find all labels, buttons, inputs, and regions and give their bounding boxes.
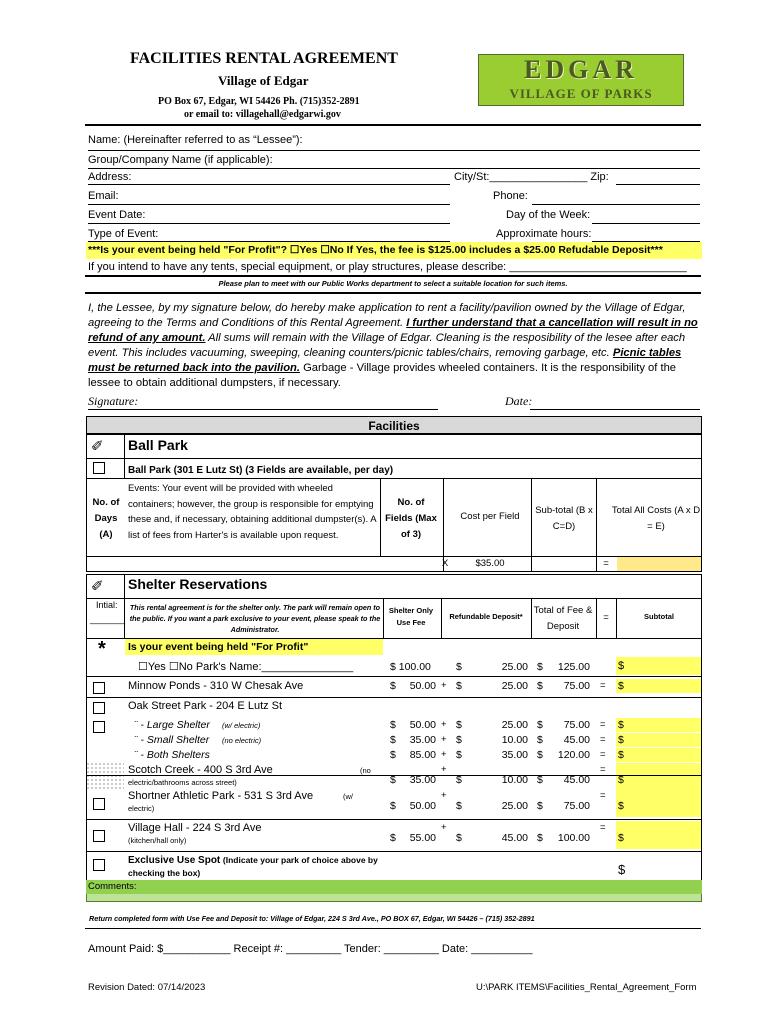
phone-label: Phone: — [493, 190, 528, 202]
subtotal-sign: $ — [618, 719, 624, 731]
dep-value: 35.00 — [501, 749, 528, 761]
ballpark-title: Ball Park — [128, 437, 188, 453]
day-of-week-label: Day of the Week: — [506, 209, 591, 221]
eq-sign: = — [600, 822, 606, 833]
tot-sign: $ — [537, 680, 543, 692]
col-divider-1 — [380, 478, 381, 556]
plus-sign: + — [441, 749, 447, 760]
shelter-row-note: (no — [360, 766, 371, 775]
fee-sign: $ — [390, 680, 396, 692]
date-line[interactable] — [530, 409, 700, 410]
shelter-rule-3 — [86, 676, 702, 677]
fee-sign: $ — [390, 832, 396, 844]
eq-sign: = — [600, 680, 606, 691]
fee-value: 55.00 — [409, 832, 436, 844]
subtotal-sign: $ — [618, 800, 624, 812]
eq-sign: = — [600, 764, 606, 775]
profit-subtotal: $ — [618, 660, 625, 672]
shelter-row-checkbox[interactable] — [93, 798, 105, 810]
shelter-divider-2 — [124, 598, 125, 638]
shelter-row-note: (w/ — [343, 792, 353, 801]
exclusive-subtotal: $ — [618, 862, 626, 877]
profit-tot: 125.00 — [557, 661, 590, 673]
shelter-row-name: ¨ - Small Shelter — [134, 734, 210, 746]
dep-value: 45.00 — [501, 832, 528, 844]
dep-sign: $ — [456, 800, 462, 812]
form-title: FACILITIES RENTAL AGREEMENT — [130, 50, 398, 67]
fee-value: 50.00 — [409, 719, 436, 731]
email-line[interactable] — [88, 204, 450, 205]
facilities-header-bar — [86, 416, 702, 434]
tot-value: 75.00 — [563, 680, 590, 692]
tot-sign: $ — [537, 774, 543, 786]
fee-value: 50.00 — [409, 680, 436, 692]
plus-sign: + — [441, 719, 447, 730]
subtotal-sign: $ — [618, 832, 624, 844]
exclusive-note: (Indicate your park of choice above by checking the box) — [128, 855, 378, 878]
shelter-row-rule — [86, 697, 702, 698]
ballpark-times: X — [441, 558, 449, 569]
profit-options[interactable]: ☐Yes ☐No Park's Name:_______________ — [138, 661, 354, 673]
group-line[interactable] — [88, 168, 700, 169]
shelter-row-rule — [86, 819, 702, 820]
village-email: or email to: villagehall@edgarwi.gov — [184, 109, 341, 120]
dep-value: 25.00 — [501, 680, 528, 692]
exclusive-checkbox[interactable] — [93, 859, 105, 871]
shelter-row-note: (no electric) — [222, 736, 262, 745]
dep-value: 25.00 — [501, 719, 528, 731]
ballpark-subtitle: Ball Park (301 E Lutz St) (3 Fields are available, per day) — [128, 465, 394, 476]
profit-tot-sign: $ — [537, 661, 543, 673]
comments-label: Comments: — [88, 881, 137, 892]
revision-date: Revision Dated: 07/14/2023 — [88, 982, 206, 993]
tot-sign: $ — [537, 719, 543, 731]
cost-label: Cost per Field — [460, 511, 520, 522]
ballpark-events: Events: Your event will be provided with wheeled containers; however, the group is responsible for emptying these and, if necessary, obtaining additional dumpster(s). A list of fees from Harter's is available upon request. — [128, 483, 377, 541]
shelter-row-name: Scotch Creek - 400 S 3rd Ave — [128, 764, 273, 776]
ballpark-divider — [124, 434, 125, 458]
subtotal-cell[interactable] — [616, 763, 701, 791]
subtotal-sign: $ — [618, 734, 624, 746]
dep-value: 10.00 — [501, 734, 528, 746]
approx-hours-label: Approximate hours: — [496, 228, 592, 240]
shelter-row-name: Minnow Ponds - 310 W Chesak Ave — [128, 680, 304, 692]
subtotal-sign: $ — [618, 749, 624, 761]
plus-sign: + — [441, 822, 447, 833]
shelter-row-note-2: (kitchen/hall only) — [128, 836, 187, 845]
shelter-row-checkbox[interactable] — [93, 721, 105, 733]
comments-bar[interactable] — [86, 880, 702, 894]
agreement-picnic: Picnic tables must be returned back into the pavilion. — [88, 347, 682, 374]
plus-sign: + — [441, 680, 447, 691]
ballpark-divider-2 — [124, 458, 125, 478]
fee-sign: $ — [390, 774, 396, 786]
fee-value: 50.00 — [409, 800, 436, 812]
subtotal-cell[interactable] — [616, 718, 701, 732]
fee-value: 35.00 — [409, 774, 436, 786]
edgar-logo — [478, 54, 684, 106]
agreement-text-2: All sums will remain with the Village of Edgar. Cleaning is the resposibility of the lesee after each event. This includes vacuuming, sweeping, cleaning counters/picnic tables/chairs, removing garbage, etc. — [88, 332, 686, 359]
exclusive-label: Exclusive Use Spot — [128, 855, 221, 866]
col-deposit-label: Refundable Deposit* — [449, 612, 523, 621]
profit-subtotal-cell[interactable] — [616, 657, 701, 675]
fee-sign: $ — [390, 800, 396, 812]
shelter-row-rule — [86, 775, 702, 776]
exclusive-text — [128, 854, 384, 880]
dep-value: 25.00 — [501, 800, 528, 812]
profit-fee: $ 100.00 — [390, 661, 431, 673]
date-label: Date: — [505, 394, 533, 408]
tents-label: If you intend to have any tents, special equipment, or play structures, please describe: _____________________________ — [88, 261, 687, 273]
profit-question-bar — [125, 639, 383, 655]
dep-sign: $ — [456, 719, 462, 731]
type-of-event-label: Type of Event: — [88, 228, 159, 240]
shelter-row-name: ¨ - Both Shelters — [134, 749, 210, 761]
col-subtotal-label: Subtotal — [644, 612, 674, 621]
village-name: Village of Edgar — [218, 73, 309, 88]
ballpark-equals: = — [603, 558, 609, 569]
village-address: PO Box 67, Edgar, WI 54426 Ph. (715)352-2891 — [158, 96, 360, 107]
shelter-title: Shelter Reservations — [128, 576, 268, 592]
shelter-row-checkbox[interactable] — [93, 830, 105, 842]
pencil-icon: ✐ — [91, 438, 104, 455]
ballpark-rule — [86, 458, 702, 459]
shelter-row-name: Oak Street Park - 204 E Lutz St — [128, 700, 283, 712]
day-of-week-line[interactable] — [592, 223, 700, 224]
logo-bottom-text: VILLAGE OF PARKS — [509, 86, 653, 101]
subtotal-cell[interactable] — [616, 679, 701, 693]
subtotal-cell[interactable] — [616, 789, 701, 817]
tot-value: 45.00 — [563, 734, 590, 746]
shelter-row-note-2: electric/bathrooms across street) — [128, 778, 237, 787]
shelter-row-name: Shortner Athletic Park - 531 S 3rd Ave — [128, 790, 314, 802]
plus-sign: + — [441, 734, 447, 745]
tot-sign: $ — [537, 800, 543, 812]
ballpark-rule-3 — [86, 556, 702, 557]
name-label: Name: (Hereinafter referred to as “Lessee”): — [88, 134, 303, 146]
payment-fields[interactable]: Amount Paid: $___________ Receipt #: _________ Tender: _________ Date: __________ — [88, 943, 533, 955]
plan-note: Please plan to meet with our Public Works department to select a suitable location for such items. — [218, 279, 568, 288]
tot-sign: $ — [537, 749, 543, 761]
event-date-label: Event Date: — [88, 209, 146, 221]
subtotal-label: Sub-total (B x C=D) — [535, 505, 593, 532]
comments-area[interactable] — [86, 894, 702, 902]
shelter-row-checkbox[interactable] — [93, 702, 105, 714]
col-total-label: Total of Fee & Deposit — [533, 605, 593, 632]
ballpark-rule-2 — [86, 478, 702, 479]
group-label: Group/Company Name (if applicable): — [88, 154, 273, 166]
shelter-divider — [124, 574, 125, 598]
fee-value: 85.00 — [409, 749, 436, 761]
initial-blank[interactable]: _______ — [90, 614, 126, 624]
plus-sign: + — [441, 764, 447, 775]
event-date-line[interactable] — [88, 223, 450, 224]
eq-sign: = — [600, 790, 606, 801]
fields-label: No. of Fields (Max of 3) — [385, 497, 437, 540]
return-divider — [85, 928, 701, 929]
agreement-text-3: Garbage - Village provides wheeled containers. It is the responsibility of the lessee to obtain additional dumpsters, if necessary. — [88, 362, 677, 389]
asterisk-icon: * — [98, 638, 106, 660]
initial-label: Intial: — [96, 600, 118, 610]
days-label: No. of Days (A) — [92, 497, 120, 540]
fee-value: 35.00 — [409, 734, 436, 746]
pencil-icon-2: ✐ — [91, 578, 104, 595]
dep-value: 10.00 — [501, 774, 528, 786]
shelter-row-note-2: electric) — [128, 804, 155, 813]
signature-label: Signature: — [88, 394, 139, 408]
profit-question: Is your event being held "For Profit" — [128, 641, 309, 653]
logo-top-text: EDGAR — [524, 55, 638, 84]
email-label: Email: — [88, 190, 119, 202]
phone-line[interactable] — [532, 204, 700, 205]
ballpark-checkbox[interactable] — [93, 462, 105, 474]
eq-sign: = — [600, 719, 606, 730]
return-note: Return completed form with Use Fee and Deposit to: Village of Edgar, 224 S 3rd Ave., PO BOX 67, Edgar, WI 54426 – (715) 352-2891 — [89, 914, 535, 923]
agreement-text-1: I, the Lessee, by my signature below, do hereby make application to rent a facility/pavilion owned by the Village of Edgar, agreeing to the Terms and Conditions of this Rental Agreement. — [88, 302, 686, 329]
ballpark-cost: $35.00 — [475, 558, 505, 569]
tot-sign: $ — [537, 734, 543, 746]
dep-sign: $ — [456, 774, 462, 786]
tot-value: 45.00 — [563, 774, 590, 786]
fee-sign: $ — [390, 734, 396, 746]
fee-sign: $ — [390, 719, 396, 731]
note-divider — [85, 292, 701, 294]
dep-sign: $ — [456, 749, 462, 761]
fields-divider — [85, 275, 701, 277]
for-profit-text: ***Is your event being held "For Profit"? ☐Yes ☐No If Yes, the fee is $125.00 includes a $25.00 Refudable Deposit*** — [88, 244, 663, 256]
col-fee-label: Shelter Only Use Fee — [388, 606, 434, 627]
shelter-row-rule — [86, 851, 702, 852]
ballpark-total-cell[interactable] — [617, 557, 701, 571]
profit-dep-sign: $ — [456, 661, 462, 673]
agreement-cancellation: I further understand that a cancellation will result in no refund of any amount. — [88, 317, 698, 344]
shelter-row-name: Village Hall - 224 S 3rd Ave — [128, 822, 262, 834]
shelter-row-note: (w/ electric) — [222, 721, 261, 730]
name-line[interactable] — [88, 150, 700, 151]
signature-line[interactable] — [88, 409, 438, 410]
subtotal-cell[interactable] — [616, 748, 701, 762]
row-shade — [86, 762, 124, 790]
address-line[interactable] — [88, 184, 450, 185]
file-path: U:\PARK ITEMS\Facilities_Rental_Agreement_Form — [476, 982, 697, 993]
subtotal-cell[interactable] — [616, 733, 701, 747]
tot-value: 100.00 — [557, 832, 590, 844]
agreement-paragraph — [88, 301, 704, 391]
profit-dep: 25.00 — [501, 661, 528, 673]
city-zip-label: City/St:________________ Zip: — [454, 171, 609, 183]
shelter-row-checkbox[interactable] — [93, 682, 105, 694]
shelter-row-name: ¨ - Large Shelter — [134, 719, 210, 731]
address-label: Address: — [88, 171, 132, 183]
header-divider — [85, 124, 701, 126]
eq-sign: = — [600, 749, 606, 760]
zip-line[interactable] — [616, 184, 700, 185]
facilities-header: Facilities — [368, 419, 420, 433]
tot-sign: $ — [537, 832, 543, 844]
tot-value: 120.00 — [557, 749, 590, 761]
dep-sign: $ — [456, 832, 462, 844]
tot-value: 75.00 — [563, 800, 590, 812]
col-divider-3 — [531, 478, 532, 572]
total-label: Total All Costs (A x D = E) — [611, 505, 701, 532]
fee-sign: $ — [390, 749, 396, 761]
for-profit-banner — [86, 242, 702, 259]
dep-sign: $ — [456, 680, 462, 692]
tot-value: 75.00 — [563, 719, 590, 731]
eq-sign: = — [600, 734, 606, 745]
shelter-rule — [86, 598, 702, 599]
subtotal-cell[interactable] — [616, 821, 701, 849]
plus-sign: + — [441, 790, 447, 801]
subtotal-sign: $ — [618, 774, 624, 786]
shelter-note: This rental agreement is for the shelter only. The park will remain open to the public. If you want a park exclusive to your event, please speak to the Administrator. — [129, 603, 381, 634]
dep-sign: $ — [456, 734, 462, 746]
col-eq-label: = — [603, 612, 609, 623]
subtotal-sign: $ — [618, 680, 624, 692]
